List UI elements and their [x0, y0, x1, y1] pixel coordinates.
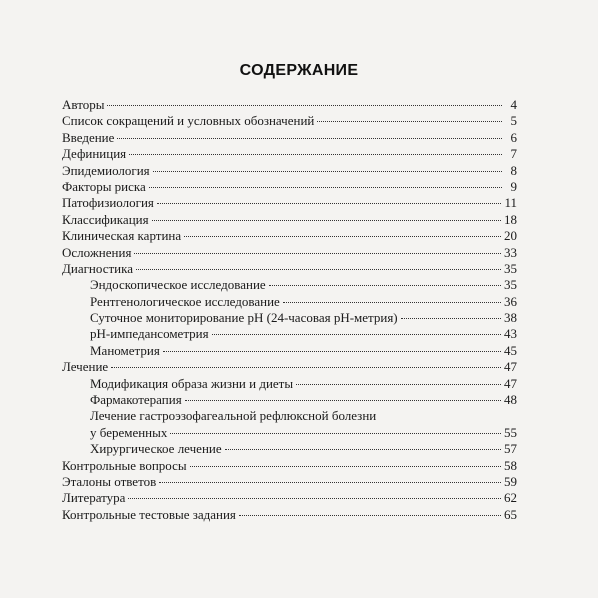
toc-entry-label: Лечение гастроэзофагеальной рефлюксной болезни — [90, 408, 377, 424]
toc-entry-page-number: 47 — [504, 359, 517, 375]
dot-leader — [163, 351, 501, 352]
toc-entry[interactable] — [62, 490, 517, 506]
toc-entry-page-number: 65 — [504, 506, 517, 522]
toc-entry-label: Эндоскопическое исследование — [90, 277, 266, 293]
dot-leader — [149, 187, 502, 188]
toc-entry-page-number: 8 — [510, 162, 517, 178]
dot-leader — [136, 269, 501, 270]
toc-entry-page-number: 35 — [504, 277, 517, 293]
toc-entry-label: Манометрия — [90, 342, 160, 358]
dot-leader — [170, 433, 501, 434]
toc-entry[interactable] — [62, 261, 517, 277]
dot-leader — [317, 121, 502, 122]
toc-entry-label: Классификация — [62, 211, 149, 227]
toc-entry-label: Лечение — [62, 359, 109, 375]
toc-entry-label: Рентгенологическое исследование — [90, 293, 280, 309]
toc-entry[interactable] — [62, 195, 517, 211]
toc-entry-label: Осложнения — [62, 244, 132, 260]
toc-entry-label: Суточное мониторирование pH (24-часовая pH-метрия) — [90, 310, 398, 326]
toc-entry[interactable] — [62, 359, 517, 375]
toc-entry-page-number: 58 — [504, 457, 517, 473]
dot-leader — [153, 171, 502, 172]
toc-entry-page-number: 20 — [504, 228, 517, 244]
toc-entry-label: у беременных — [90, 424, 168, 440]
toc-entry[interactable] — [62, 392, 517, 408]
dot-leader — [134, 253, 501, 254]
toc-entry-page-number: 48 — [504, 392, 517, 408]
dot-leader — [401, 318, 501, 319]
toc-entry-page-number: 36 — [504, 293, 517, 309]
page-title: СОДЕРЖАНИЕ — [239, 62, 359, 79]
dot-leader — [159, 482, 501, 483]
toc-entry-label: Дефиниция — [62, 146, 127, 162]
dot-leader — [157, 203, 502, 204]
toc-entry-label: Эталоны ответов — [62, 473, 157, 489]
dot-leader — [152, 220, 501, 221]
toc-entry-label: Контрольные тестовые задания — [62, 506, 236, 522]
toc-entry-page-number: 9 — [510, 178, 517, 194]
toc-entry-label: Авторы — [62, 97, 105, 112]
dot-leader — [225, 449, 501, 450]
toc-entry[interactable] — [62, 113, 517, 129]
toc-entry-page-number: 57 — [504, 441, 517, 457]
dot-leader — [128, 498, 501, 499]
toc-entry-page-number: 18 — [504, 211, 517, 227]
toc-entry-label: Список сокращений и условных обозначений — [62, 113, 315, 129]
toc-entry-page-number: 5 — [510, 113, 517, 129]
toc-entry-page-number: 47 — [504, 375, 517, 391]
dot-leader — [296, 384, 501, 385]
toc-entry-label: Фармакотерапия — [90, 392, 182, 408]
dot-leader — [283, 302, 501, 303]
toc-entry[interactable] — [62, 310, 517, 326]
toc-entry[interactable] — [62, 277, 517, 293]
toc-entry[interactable] — [62, 376, 517, 392]
toc-entry[interactable] — [62, 408, 517, 424]
toc-entry-label: Диагностика — [62, 260, 134, 276]
toc-entry-label: Введение — [62, 129, 115, 145]
toc-entry-label: Патофизиология — [62, 195, 154, 211]
toc-entry-page-number: 43 — [504, 326, 517, 342]
dot-leader — [212, 334, 501, 335]
toc-entry[interactable] — [62, 228, 517, 244]
dot-leader — [190, 466, 501, 467]
toc-entry[interactable] — [62, 425, 517, 441]
toc-entry-page-number: 55 — [504, 424, 517, 440]
dot-leader — [117, 138, 502, 139]
dot-leader — [184, 236, 501, 237]
toc-entry-page-number: 59 — [504, 473, 517, 489]
toc-entry-label: Хирургическое лечение — [90, 441, 222, 457]
toc-entry-label: Литература — [62, 490, 126, 506]
toc-entry-page-number: 6 — [510, 129, 517, 145]
toc-entry-label: Клиническая картина — [62, 228, 182, 244]
toc-entry-label: Контрольные вопросы — [62, 457, 187, 473]
dot-leader — [269, 285, 501, 286]
toc-entry[interactable] — [62, 97, 517, 113]
toc-entry-label: Эпидемиология — [62, 162, 150, 178]
toc-entry-label: Модификация образа жизни и диеты — [90, 375, 294, 391]
toc-entry[interactable] — [62, 343, 517, 359]
toc-entry[interactable] — [62, 326, 517, 342]
toc-entry-label: Факторы риска — [62, 178, 146, 194]
toc-entry[interactable] — [62, 245, 517, 261]
toc-entry[interactable] — [62, 212, 517, 228]
toc-entry-page-number: 35 — [504, 260, 517, 276]
toc-entry-page-number: 11 — [504, 195, 517, 211]
dot-leader — [111, 367, 501, 368]
toc-entry-page-number: 7 — [510, 146, 517, 162]
toc-entry[interactable] — [62, 294, 517, 310]
toc-entry[interactable] — [62, 179, 517, 195]
table-of-contents — [62, 97, 517, 523]
toc-entry[interactable] — [62, 163, 517, 179]
toc-entry[interactable] — [62, 474, 517, 490]
toc-entry-page-number: 33 — [504, 244, 517, 260]
toc-entry-page-number: 4 — [510, 97, 517, 112]
toc-entry[interactable] — [62, 507, 517, 523]
toc-entry-page-number: 62 — [504, 490, 517, 506]
dot-leader — [239, 515, 501, 516]
toc-entry[interactable] — [62, 458, 517, 474]
toc-entry[interactable] — [62, 441, 517, 457]
toc-entry-page-number: 38 — [504, 310, 517, 326]
dot-leader — [129, 154, 502, 155]
dot-leader — [185, 400, 501, 401]
toc-entry[interactable] — [62, 130, 517, 146]
toc-entry-label: pH-импедансометрия — [90, 326, 209, 342]
dot-leader — [107, 105, 502, 106]
toc-entry[interactable] — [62, 146, 517, 162]
toc-entry-page-number: 45 — [504, 342, 517, 358]
